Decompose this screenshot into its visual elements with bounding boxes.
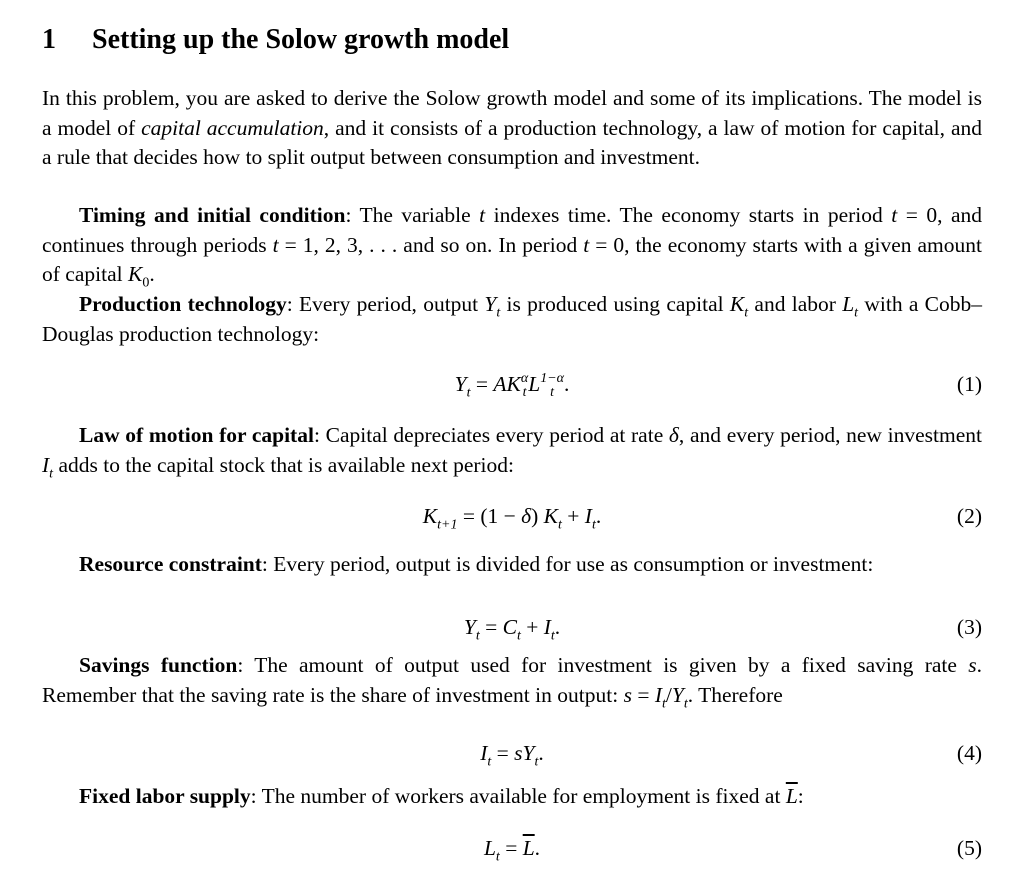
- math: K: [422, 504, 438, 528]
- math: L: [483, 836, 496, 860]
- math: +: [520, 615, 544, 639]
- text: : The number of workers available for employment is fixed at: [250, 784, 786, 808]
- subscript: t: [662, 695, 666, 711]
- math: .: [534, 836, 541, 860]
- section-number: 1: [42, 24, 56, 55]
- math: C: [502, 615, 517, 639]
- text: and labor: [748, 292, 843, 316]
- text: In this problem, you are asked to derive the Solow growth model and some of its implications. The model is a model of: [42, 86, 982, 140]
- math: Y: [484, 292, 497, 316]
- math: Y: [454, 372, 467, 396]
- subscript: t: [475, 628, 480, 644]
- math: I: [480, 741, 488, 765]
- math: $\overline{L}$: [522, 836, 535, 860]
- math: = (1 −: [457, 504, 522, 528]
- subscript: t: [854, 305, 859, 321]
- subscript: t: [683, 695, 688, 711]
- text: : Capital depreciates every period at rate: [313, 423, 669, 447]
- subscript: 0: [142, 275, 150, 291]
- text: : Every period, output: [286, 292, 485, 316]
- math: t: [891, 203, 898, 227]
- subscript: t: [487, 754, 492, 770]
- subscript: t: [744, 305, 749, 321]
- math: t: [272, 232, 279, 257]
- math: ): [531, 504, 544, 528]
- math: L: [842, 292, 855, 316]
- savings-paragraph: [42, 651, 982, 710]
- paragraph-heading: Resource constraint: [79, 552, 262, 576]
- equation-3: [42, 611, 982, 643]
- subscript: t: [550, 385, 555, 401]
- text: with a Cobb–Douglas production technology:: [42, 292, 983, 346]
- superscript: α: [520, 371, 529, 387]
- math: =: [470, 372, 494, 396]
- text: . Remember that the saving rate is the share of investment in output:: [42, 653, 983, 707]
- math: Y: [671, 682, 684, 707]
- paragraph-heading: Fixed labor supply: [79, 784, 251, 808]
- equation-number: (4): [956, 741, 982, 765]
- resource-paragraph: [42, 550, 982, 580]
- equation-2: [42, 500, 982, 532]
- equation-4: [42, 737, 982, 769]
- text: : The variable: [345, 203, 480, 227]
- text: /: [665, 682, 672, 707]
- math: =: [491, 741, 515, 765]
- text: , and every period, new investment: [678, 423, 982, 447]
- math: L: [528, 372, 541, 396]
- text: , and it consists of a production technology, a law of motion for capital, and a rule that decides how to split output between consumption and investment.: [42, 115, 982, 169]
- math: K: [729, 292, 745, 316]
- subscript: t: [495, 849, 500, 865]
- math: $\overline{L}$: [785, 784, 798, 808]
- text: . Therefore: [687, 682, 783, 707]
- math: I: [42, 452, 50, 477]
- math: s: [968, 653, 977, 677]
- text: = 0, and continues through periods: [42, 203, 982, 257]
- text: adds to the capital stock that is available next period:: [53, 452, 514, 477]
- superscript: 1−α: [540, 371, 564, 387]
- paragraph-heading: Production technology: [79, 292, 287, 316]
- subscript: t: [591, 517, 596, 533]
- subscript: t: [534, 754, 539, 770]
- emphasis: capital accumulation: [141, 115, 324, 140]
- math: =: [499, 836, 523, 860]
- subscript: t: [550, 628, 555, 644]
- math: .: [538, 741, 544, 765]
- math: I: [654, 682, 662, 707]
- section-title: Setting up the Solow growth model: [92, 24, 510, 55]
- text: : Every period, output is divided for use as consumption or investment:: [261, 552, 874, 576]
- timing-paragraph: [42, 201, 982, 290]
- math: Y: [463, 615, 476, 639]
- math: s: [623, 682, 632, 707]
- equation-number: (2): [956, 504, 982, 528]
- section-heading: [42, 24, 509, 56]
- math: AK: [493, 372, 521, 396]
- text: : The amount of output used for investment is given by a fixed saving rate: [237, 653, 969, 677]
- equation-number: (3): [956, 615, 982, 639]
- equation-1: [42, 368, 982, 400]
- equation-5: [42, 832, 982, 864]
- math: K: [127, 262, 143, 286]
- math: =: [479, 615, 503, 639]
- text: .: [149, 262, 155, 286]
- math: K: [543, 504, 559, 528]
- text: = 1, 2, 3, . . . and so on. In period: [278, 232, 584, 257]
- text: = 0, the economy starts with a given amount of capital: [42, 232, 982, 286]
- subscript: t+1: [437, 517, 458, 533]
- subscript: t: [466, 385, 471, 401]
- intro-paragraph: [42, 84, 982, 173]
- law-paragraph: [42, 421, 982, 480]
- math: I: [584, 504, 592, 528]
- math: I: [543, 615, 551, 639]
- math: .: [595, 504, 602, 528]
- paragraph-heading: Timing and initial condition: [79, 203, 346, 227]
- math: δ: [521, 504, 532, 528]
- math: sY: [514, 741, 535, 765]
- math: +: [561, 504, 585, 528]
- labor-paragraph: [42, 782, 982, 812]
- paragraph-heading: Law of motion for capital: [79, 423, 314, 447]
- equation-number: (5): [956, 836, 982, 860]
- math: .: [554, 615, 561, 639]
- subscript: t: [516, 628, 521, 644]
- math: t: [479, 203, 486, 227]
- equation-number: (1): [956, 372, 982, 396]
- text: =: [631, 682, 655, 707]
- math: .: [563, 372, 570, 396]
- subscript: t: [49, 465, 54, 481]
- math: δ: [668, 423, 679, 447]
- subscript: t: [558, 517, 562, 533]
- paragraph-heading: Savings function: [79, 653, 238, 677]
- text: indexes time. The economy starts in period: [485, 203, 892, 227]
- text: is produced using capital: [500, 292, 730, 316]
- subscript: t: [496, 305, 501, 321]
- subscript: t: [522, 385, 527, 401]
- text: :: [797, 784, 804, 808]
- math: t: [583, 232, 590, 257]
- production-paragraph: [42, 290, 982, 349]
